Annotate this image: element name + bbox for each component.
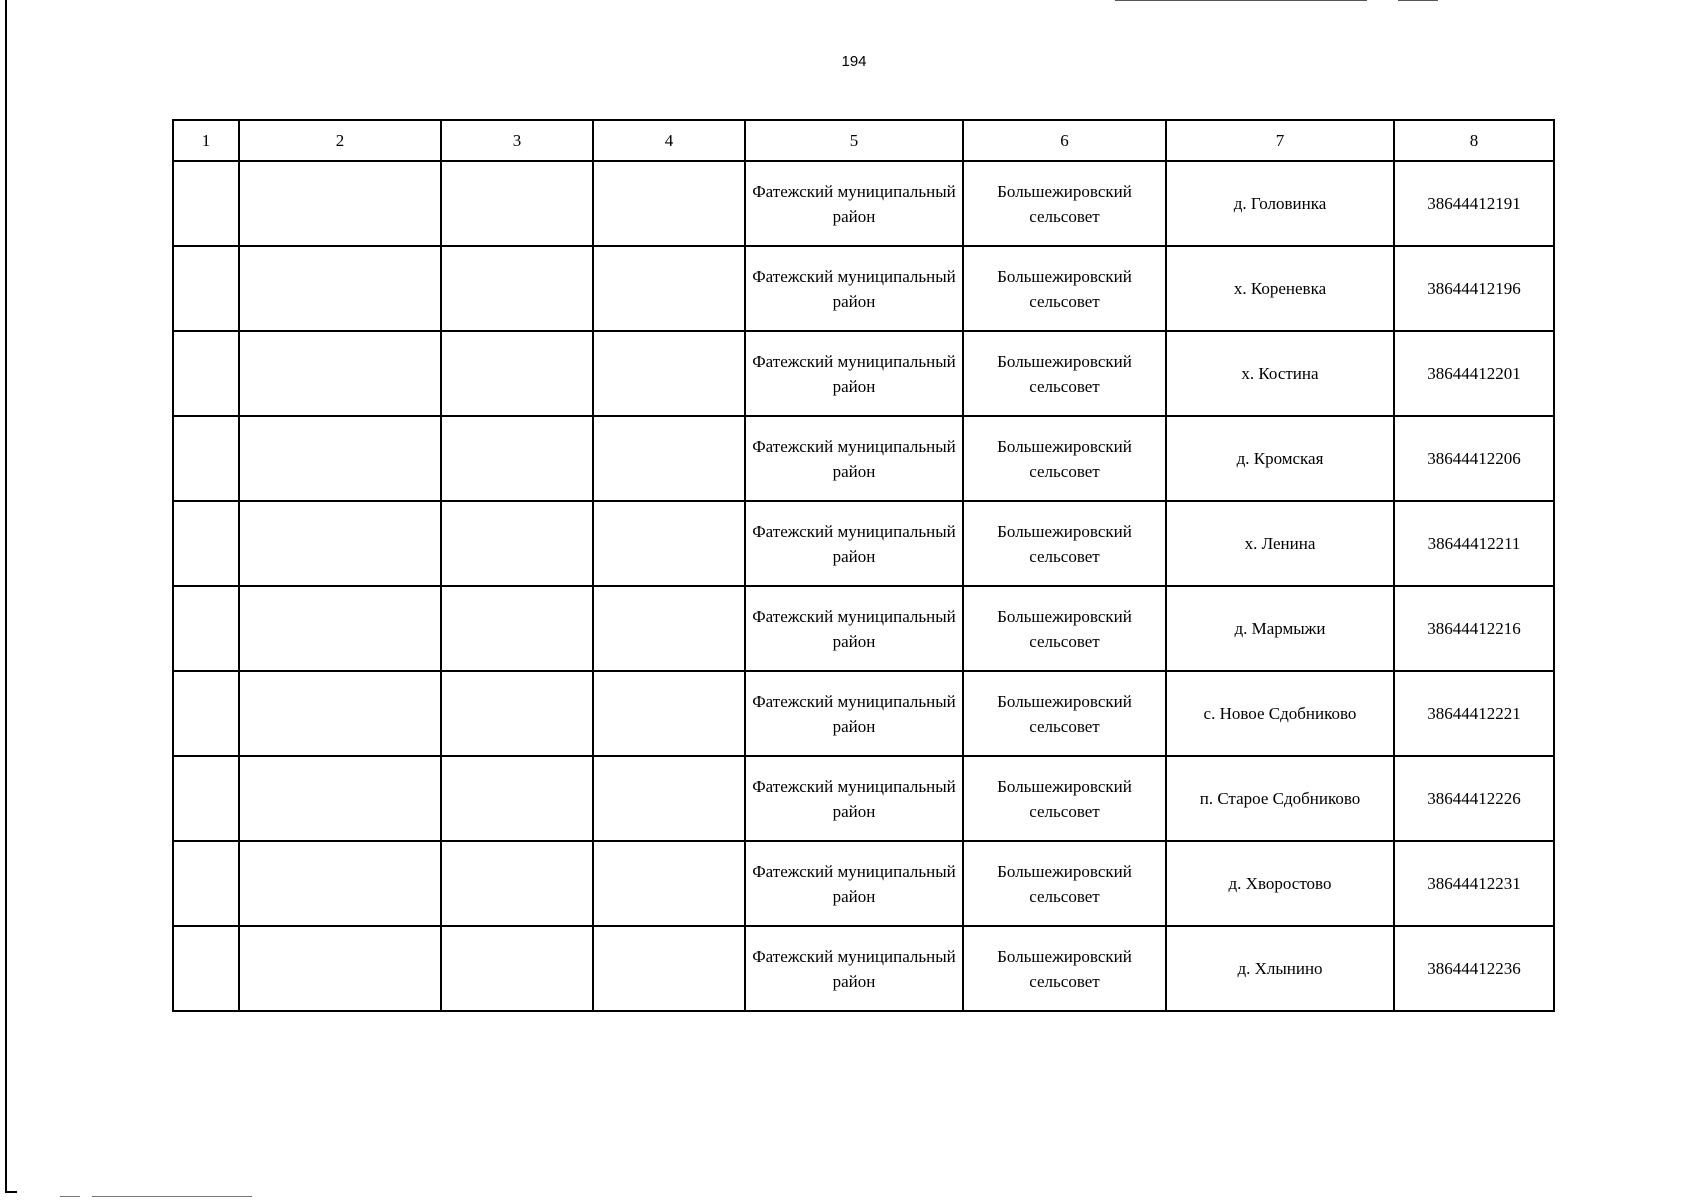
table-row (173, 246, 1554, 331)
cell-council: Большежировский сельсовет (963, 161, 1166, 246)
cell-district: Фатежский муниципальный район (745, 671, 963, 756)
cell-col4 (593, 671, 745, 756)
cell-code: 38644412191 (1394, 161, 1554, 246)
column-header: 2 (239, 120, 441, 161)
cell-council: Большежировский сельсовет (963, 416, 1166, 501)
cell-col1 (173, 331, 239, 416)
header-row (173, 120, 1554, 161)
cell-col3 (441, 756, 593, 841)
cell-district: Фатежский муниципальный район (745, 331, 963, 416)
cell-council: Большежировский сельсовет (963, 756, 1166, 841)
table-row (173, 501, 1554, 586)
cell-code: 38644412216 (1394, 586, 1554, 671)
cell-code: 38644412221 (1394, 671, 1554, 756)
cell-col3 (441, 841, 593, 926)
cell-col2 (239, 501, 441, 586)
table-row (173, 756, 1554, 841)
cell-settlement: д. Хлынино (1166, 926, 1394, 1011)
cell-district: Фатежский муниципальный район (745, 501, 963, 586)
table-row (173, 331, 1554, 416)
column-header: 7 (1166, 120, 1394, 161)
cell-col1 (173, 416, 239, 501)
cell-council: Большежировский сельсовет (963, 841, 1166, 926)
cell-council: Большежировский сельсовет (963, 671, 1166, 756)
scan-line-bottom (60, 1196, 80, 1197)
cell-col2 (239, 756, 441, 841)
column-header: 6 (963, 120, 1166, 161)
table-row (173, 586, 1554, 671)
cell-col4 (593, 416, 745, 501)
cell-col3 (441, 331, 593, 416)
cell-settlement: п. Старое Сдобниково (1166, 756, 1394, 841)
cell-col4 (593, 161, 745, 246)
cell-col2 (239, 841, 441, 926)
cell-col3 (441, 161, 593, 246)
scan-edge-left (5, 0, 7, 1192)
cell-code: 38644412211 (1394, 501, 1554, 586)
column-header: 5 (745, 120, 963, 161)
cell-district: Фатежский муниципальный район (745, 926, 963, 1011)
page-number: 194 (841, 53, 867, 70)
cell-col3 (441, 671, 593, 756)
cell-district: Фатежский муниципальный район (745, 756, 963, 841)
cell-code: 38644412231 (1394, 841, 1554, 926)
cell-col3 (441, 416, 593, 501)
cell-settlement: х. Ленина (1166, 501, 1394, 586)
cell-col4 (593, 586, 745, 671)
cell-col2 (239, 161, 441, 246)
table-row (173, 671, 1554, 756)
cell-code: 38644412236 (1394, 926, 1554, 1011)
cell-col1 (173, 246, 239, 331)
cell-settlement: х. Костина (1166, 331, 1394, 416)
table-row (173, 926, 1554, 1011)
cell-col2 (239, 926, 441, 1011)
cell-settlement: д. Кромская (1166, 416, 1394, 501)
cell-col1 (173, 926, 239, 1011)
cell-settlement: д. Головинка (1166, 161, 1394, 246)
cell-col1 (173, 671, 239, 756)
cell-col3 (441, 926, 593, 1011)
cell-district: Фатежский муниципальный район (745, 161, 963, 246)
cell-code: 38644412226 (1394, 756, 1554, 841)
scan-edge-bottom (5, 1191, 17, 1193)
cell-col2 (239, 586, 441, 671)
column-header: 1 (173, 120, 239, 161)
cell-col4 (593, 756, 745, 841)
column-header: 8 (1394, 120, 1554, 161)
cell-col4 (593, 841, 745, 926)
cell-council: Большежировский сельсовет (963, 331, 1166, 416)
cell-settlement: с. Новое Сдобниково (1166, 671, 1394, 756)
cell-district: Фатежский муниципальный район (745, 416, 963, 501)
cell-settlement: д. Мармыжи (1166, 586, 1394, 671)
cell-council: Большежировский сельсовет (963, 501, 1166, 586)
column-header: 3 (441, 120, 593, 161)
cell-col2 (239, 671, 441, 756)
cell-col4 (593, 501, 745, 586)
cell-col1 (173, 161, 239, 246)
cell-col4 (593, 926, 745, 1011)
column-header: 4 (593, 120, 745, 161)
cell-col1 (173, 756, 239, 841)
cell-col3 (441, 501, 593, 586)
cell-council: Большежировский сельсовет (963, 246, 1166, 331)
table-row (173, 841, 1554, 926)
cell-col4 (593, 246, 745, 331)
scan-line-top (1398, 0, 1438, 1)
cell-district: Фатежский муниципальный район (745, 246, 963, 331)
cell-code: 38644412201 (1394, 331, 1554, 416)
cell-council: Большежировский сельсовет (963, 586, 1166, 671)
cell-col4 (593, 331, 745, 416)
table-row (173, 416, 1554, 501)
scan-line-top (1115, 0, 1367, 1)
scan-line-bottom (92, 1196, 252, 1197)
cell-district: Фатежский муниципальный район (745, 841, 963, 926)
cell-col2 (239, 416, 441, 501)
cell-settlement: х. Кореневка (1166, 246, 1394, 331)
table-row (173, 161, 1554, 246)
cell-col2 (239, 246, 441, 331)
data-table (172, 119, 1555, 1012)
cell-col2 (239, 331, 441, 416)
cell-col3 (441, 586, 593, 671)
cell-settlement: д. Хворостово (1166, 841, 1394, 926)
cell-district: Фатежский муниципальный район (745, 586, 963, 671)
cell-col3 (441, 246, 593, 331)
cell-code: 38644412206 (1394, 416, 1554, 501)
cell-code: 38644412196 (1394, 246, 1554, 331)
cell-col1 (173, 586, 239, 671)
cell-col1 (173, 841, 239, 926)
cell-council: Большежировский сельсовет (963, 926, 1166, 1011)
cell-col1 (173, 501, 239, 586)
